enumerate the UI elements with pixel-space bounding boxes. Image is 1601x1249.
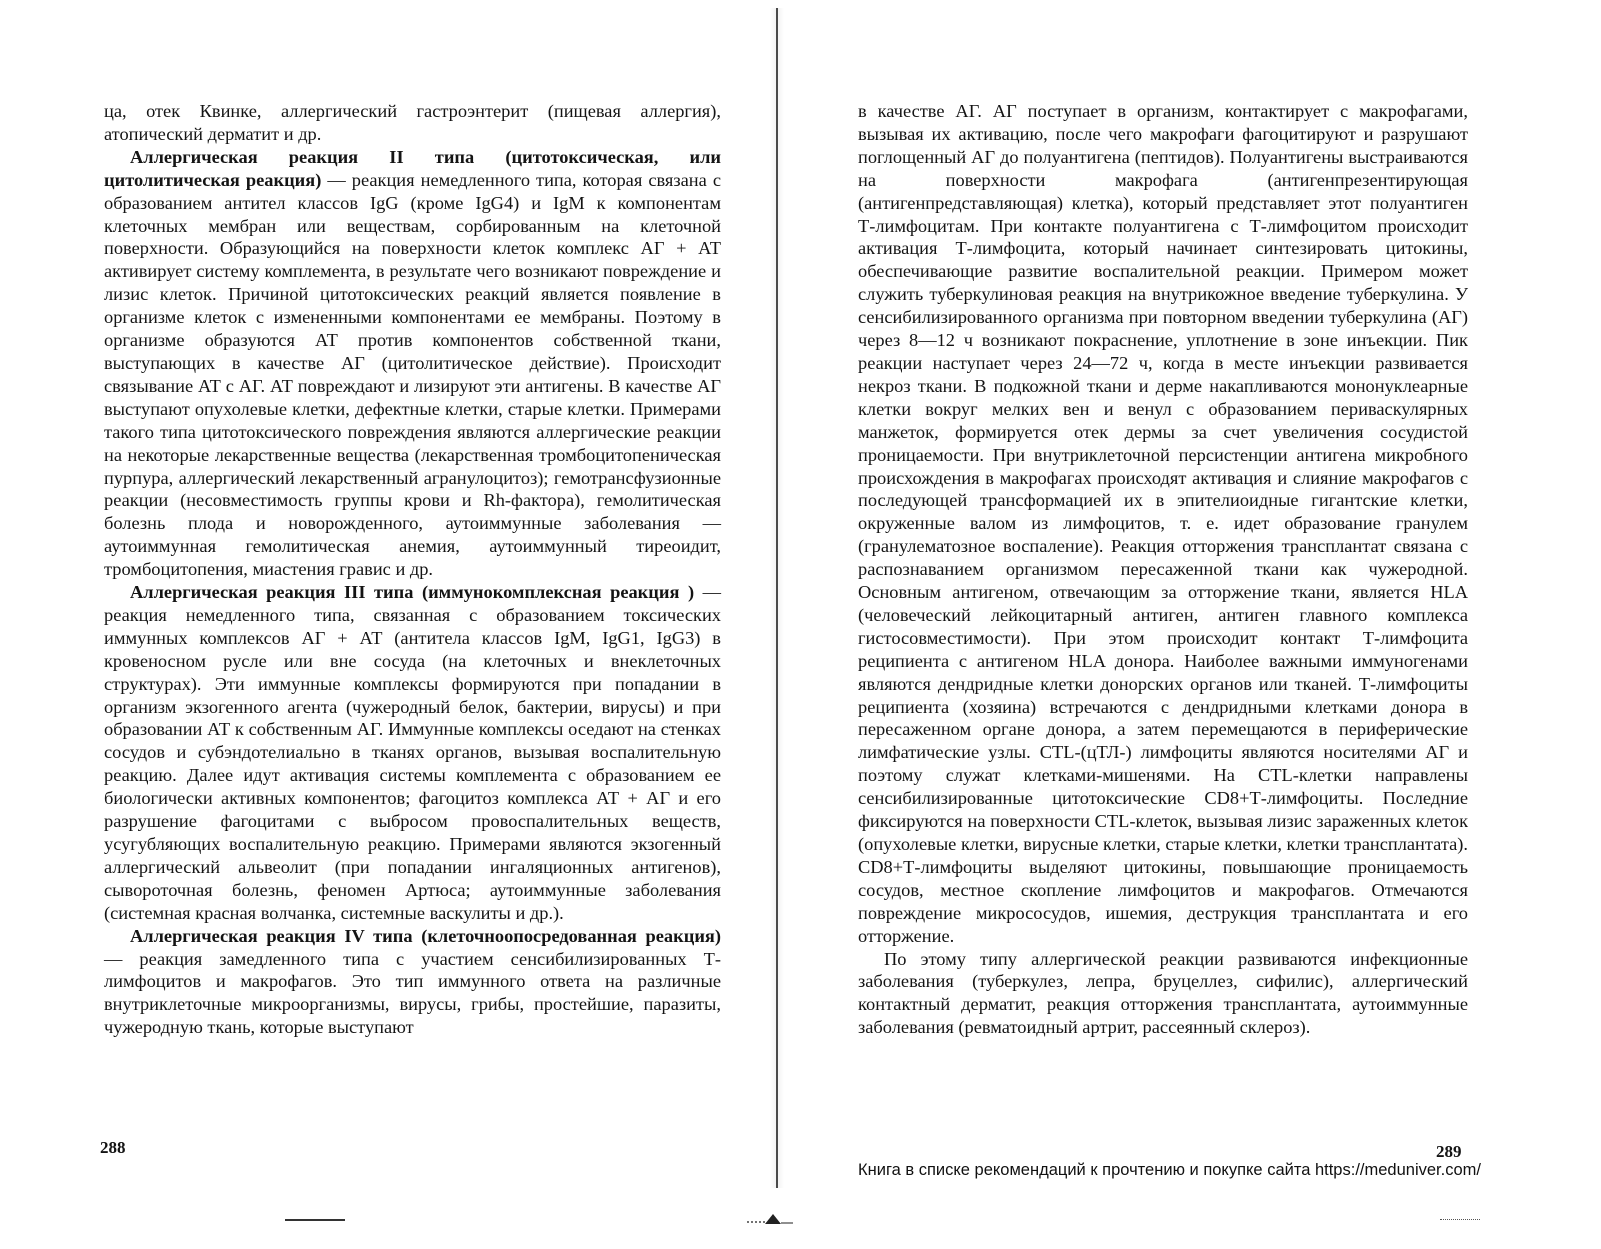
paragraph: По этому типу аллергической реакции развиваются инфекционные заболевания (туберкулез, лепра, бруцеллез, сифилис), аллергический контактный дерматит, реакция отторжения трансплантата, аутоиммунные заболевания (ревматоидный артрит, рассеянный склероз). bbox=[858, 948, 1468, 1038]
section-heading: Аллергическая реакция III типа (иммунокомплексная реакция ) bbox=[130, 582, 695, 603]
paragraph-body: — реакция немедленного типа, связанная с образованием токсических иммунных комплексов АГ + АТ (антитела классов IgM, IgG1, IgG3) в кровеносном русле или вне сосуда (на клеточных и внеклеточных структурах). Эти иммунные комплексы формируются при попадании в организм экзогенного агента (чужеродный белок, бактерии, вирусы) и при образовании АТ к собственным АГ. Иммунные комплексы оседают на стенках сосудов и субэндотелиально в тканях органов, вызывая воспалительную реакцию. Далее идут активация системы комплемента с образованием ее биологически активных компонентов; фагоцитоз комплекса АТ + АГ и его разрушение фагоцитами с выбросом провоспалительных веществ, усугубляющих воспалительную реакцию. Примерами являются экзогенный аллергический альвеолит (при попадании ингаляционных антигенов), сывороточная болезнь, феномен Артюса; аутоиммунные заболевания (системная красная волчанка, системные васкулиты и др.). bbox=[104, 582, 721, 923]
page-number-left: 288 bbox=[100, 1138, 126, 1157]
watermark-text: Книга в списке рекомендаций к прочтению и покупке сайта https://meduniver.com/ bbox=[858, 1161, 1481, 1179]
book-gutter bbox=[776, 8, 778, 1188]
paragraph bbox=[104, 925, 721, 1040]
paragraph bbox=[104, 581, 721, 925]
left-page bbox=[104, 100, 721, 1039]
paragraph: ца, отек Квинке, аллергический гастроэнтерит (пищевая аллергия), атопический дерматит и др. bbox=[104, 101, 721, 144]
paragraph bbox=[104, 146, 721, 581]
section-heading: Аллергическая реакция II типа (цитотоксическая, или цитолитическая реакция) bbox=[104, 146, 721, 190]
paragraph-body: — реакция замедленного типа с участием сенсибилизированных Т-лимфоцитов и макрофагов. Это тип иммунного ответа на различные внутриклеточные микроорганизмы, вирусы, грибы, простейшие, паразиты, чужеродную ткань, которые выступают bbox=[104, 948, 721, 1038]
paragraph-body: — реакция немедленного типа, которая связана с образованием антител классов IgG (кроме IgG4) и IgM к компонентам клеточных мембран или веществам, сорбированным на клеточной поверхности. Образующийся на поверхности клеток комплекс АГ + АТ активирует систему комплемента, в результате чего возникают повреждение и лизис клеток. Причиной цитотоксических реакций является появление в организме клеток с измененными компонентами ее мембраны. Поэтому в организме образуются АТ против компонентов собственной ткани, выступающих в качестве АГ (цитолитическое действие). Происходит связывание АТ с АГ. АТ повреждают и лизируют эти антигены. В качестве АГ выступают опухолевые клетки, дефектные клетки, старые клетки. Примерами такого типа цитотоксического повреждения являются аллергические реакции на некоторые лекарственные вещества (лекарственная тромбоцитопеническая пурпура, аллергический лекарственный агранулоцитоз); гемотрансфузионные реакции (несовместимость группы крови и Rh-фактора), гемолитическая болезнь плода и новорожденного, аутоиммунные заболевания — аутоиммунная гемолитическая анемия, аутоиммунный тиреоидит, тромбоцитопения, миастения гравис и др. bbox=[104, 169, 721, 580]
scan-artifact-line bbox=[285, 1219, 345, 1221]
right-page bbox=[858, 100, 1468, 1039]
scan-artifact-icon bbox=[745, 1212, 795, 1226]
paragraph: в качестве АГ. АГ поступает в организм, контактирует с макрофагами, вызывая их активацию, после чего макрофаги фагоцитируют и разрушают поглощенный АГ до полуантигена (пептидов). Полуантигены выстраиваются на поверхности макрофага (антигенпрезентирующая (антигенпредставляющая) клетка), который представляет этот полуантиген Т-лимфоцитам. При контакте полуантигена с Т-лимфоцитом происходит активация Т-лимфоцита, который начинает синтезировать цитокины, обеспечивающие развитие воспалительной реакции. Примером может служить туберкулиновая реакция на внутрикожное введение туберкулина. У сенсибилизированного организма при повторном введении туберкулина (АГ) через 8—12 ч возникают покраснение, уплотнение в зоне инъекции. Пик реакции наступает через 24—72 ч, когда в месте инъекции развивается некроз ткани. В подкожной ткани и дерме накапливаются мононуклеарные клетки вокруг мелких вен и венул с образованием периваскулярных манжеток, формируется отек дермы за счет увеличения сосудистой проницаемости. При внутриклеточной персистенции антигена микробного происхождения в макрофагах происходят активация и слияние макрофагов с последующей трансформацией их в эпителиоидные гигантские клетки, окруженные валом из лимфоцитов, т. е. идет образование гранулем (гранулематозное воспаление). Реакция отторжения трансплантат связана с распознаванием организмом пересаженной ткани как чужеродной. Основным антигеном, отвечающим за отторжение ткани, является HLA (человеческий лейкоцитарный антиген, антиген главного комплекса гистосовместимости). При этом происходит контакт Т-лимфоцита реципиента с антигеном HLA донора. Наиболее важными иммуногенами являются дендридные клетки донорских органов или тканей. Т-лимфоциты реципиента (хозяина) встречаются с дендридными клетками донора в пересаженном органе донора, а затем перемещаются в периферические лимфатические узлы. CTL-(цТЛ-) лимфоциты являются носителями АГ и поэтому служат клетками-мишенями. На CTL-клетки направлены сенсибилизированные цитотоксические CD8+Т-лимфоциты. Последние фиксируются на поверхности CTL-клеток, вызывая лизис зараженных клеток (опухолевые клетки, вирусные клетки, старые клетки, клетки трансплантата). CD8+Т-лимфоциты выделяют цитокины, повышающие проницаемость сосудов, местное скопление лимфоцитов и макрофагов. Отмечаются повреждение микрососудов, ишемия, деструкция трансплантата и его отторжение. bbox=[858, 101, 1468, 946]
scan-artifact-dots bbox=[1440, 1219, 1480, 1221]
page-number-right: 289 bbox=[1436, 1142, 1462, 1161]
section-heading: Аллергическая реакция IV типа (клеточноопосредованная реакция) bbox=[130, 925, 721, 946]
